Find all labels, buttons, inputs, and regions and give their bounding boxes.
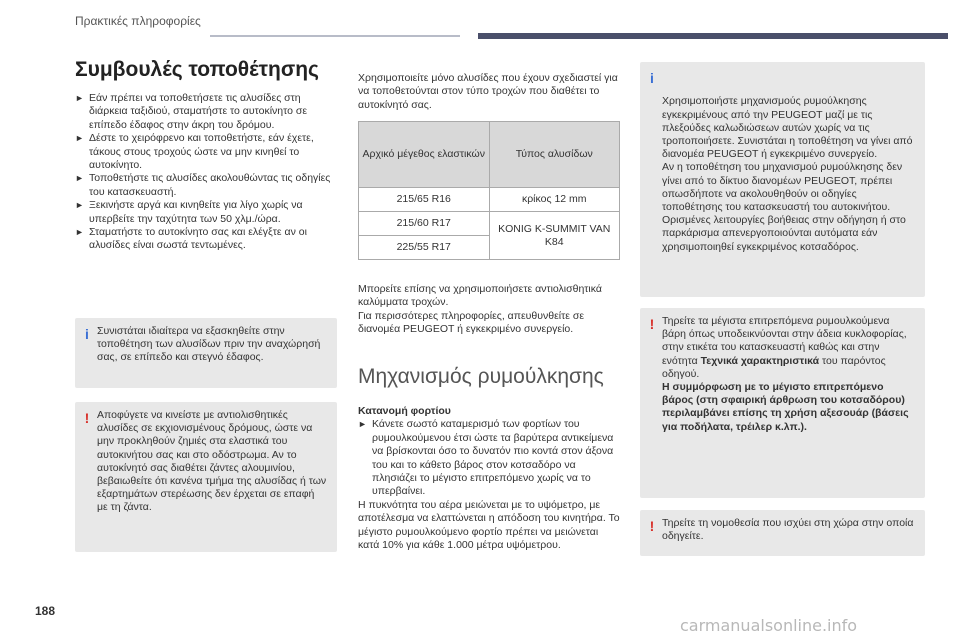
list-item-text: Δέστε το χειρόφρενο και τοποθετήστε, εάν έχετε, τάκους στους τροχούς ώστε να μην κινηθεί το αυτοκίνητο. bbox=[89, 132, 314, 172]
warning-icon: ! bbox=[84, 410, 90, 426]
table-cell-size: 225/55 R17 bbox=[359, 236, 490, 260]
table-header-tire-size: Αρχικό μέγεθος ελαστικών bbox=[359, 122, 490, 188]
watermark: carmanualsonline.info bbox=[680, 616, 858, 635]
warning-bold-b: Η συμμόρφωση με το μέγιστο επιτρεπόμενο βάρος (στη σφαιρική άρθρωση του κοτσαδόρου) περιλαμβάνει επίσης τη χρήση αξεσουάρ (βάσεις για ποδήλατα, τρέιλερ κ.λπ.). bbox=[662, 381, 909, 433]
tire-chain-table bbox=[358, 121, 620, 260]
warning-icon: ! bbox=[649, 518, 655, 534]
warning-text-b: του παρόντος οδηγού. bbox=[662, 354, 886, 380]
table-header-chain-type: Τύπος αλυσίδων bbox=[489, 122, 620, 188]
warning-bold-a: Τεχνικά χαρακτηριστικά bbox=[700, 354, 820, 367]
list-item bbox=[75, 132, 337, 172]
info-icon: i bbox=[650, 70, 654, 86]
list-item bbox=[75, 92, 337, 132]
table-cell-chain: KONIG K-SUMMIT VAN K84 bbox=[489, 212, 620, 260]
bullet-marker-icon: ► bbox=[75, 93, 84, 103]
table-header-row bbox=[359, 122, 620, 188]
bullet-marker-icon: ► bbox=[75, 200, 84, 211]
list-item bbox=[358, 418, 620, 498]
info-box-text: Συνιστάται ιδιαίτερα να εξασκηθείτε στην τοποθέτηση των αλυσίδων πριν την αναχώρησή σας, σε επίπεδο και στεγνό έδαφος. bbox=[97, 325, 321, 364]
table-cell-chain: κρίκος 12 mm bbox=[489, 188, 620, 212]
header-divider-line bbox=[210, 35, 460, 37]
warning-box-legislation bbox=[640, 510, 925, 556]
info-box-practice bbox=[75, 318, 337, 388]
list-item-text: Εάν πρέπει να τοποθετήσετε τις αλυσίδες στη διάρκεια ταξιδιού, σταματήστε το αυτοκίνητο σε επίπεδο έδαφος στην άκρη του δρόμου. bbox=[89, 92, 308, 131]
warning-text-a: Τηρείτε τα μέγιστα επιτρεπόμενα ρυμουλκούμενα βάρη όπως υποδεικνύονται στην άδεια κυκλοφορίας, στην ετικέτα του κατασκευαστή καθώς και στην ενότητα bbox=[662, 315, 907, 367]
warning-box-text: Αποφύγετε να κινείστε με αντιολισθητικές αλυσίδες σε εκχιονισμένους δρόμους, ώστε να μην προκληθούν ζημιές στα ελαστικά του αυτοκινήτου σας και στο οδόστρωμα. Αν το αυτοκίνητό σας διαθέτει ζάντες αλουμινίου, βεβαιωθείτε ότι κανένα τμήμα της αλυσίδας ή των εξαρτημάτων στερέωσης δεν έρχεται σε επαφή με τη ζάντα. bbox=[97, 409, 327, 514]
table-cell-size: 215/65 R16 bbox=[359, 188, 490, 212]
list-item bbox=[75, 226, 337, 253]
warning-box-weights bbox=[640, 308, 925, 498]
info-box-text: Χρησιμοποιήστε μηχανισμούς ρυμούλκησης εγκεκριμένους από την PEUGEOT μαζί με τις πλεξούδες καλωδιώσεων αυτών χωρίς να τις τροποποιήσετε. Συνιστάται η τοποθέτηση να γίνει από διανομέα PEUGEOT ή εγκεκριμένο συνεργείο. Αν η τοποθέτηση του μηχανισμού ρυμούλκησης δεν γίνει από το δίκτυο διανομέων PEUGEOT, πρέπει οπωσδήποτε να ακολουθηθούν οι οδηγίες τοποθέτησης του κατασκευαστή του αυτοκινήτου. Ορισμένες λειτουργίες βοήθειας στην οδήγηση ή στο παρκάρισμα απενεργοποιούνται αυτόματα εάν χρησιμοποιηθεί εγκεκριμένος κοτσαδόρος. bbox=[662, 95, 913, 253]
list-item-text: Κάνετε σωστό καταμερισμό των φορτίων του ρυμουλκούμενου έτσι ώστε τα βαρύτερα αντικείμενα να βρίσκονται όσο το δυνατόν πιο κοντά στον άξονα του και το κάθετο βάρος στον κοτσαδόρο να πλησιάζει το μέγιστο επιτρεπόμενο χωρίς να το υπερβαίνει. bbox=[372, 418, 614, 498]
chains-intro-text: Χρησιμοποιείτε μόνο αλυσίδες που έχουν σχεδιαστεί για να τοποθετούνται στον τύπο τροχών που διαθέτει το αυτοκίνητό σας. bbox=[358, 72, 618, 111]
install-tips-list bbox=[75, 92, 337, 253]
header-accent-bar bbox=[478, 33, 948, 39]
table-cell-size: 215/60 R17 bbox=[359, 212, 490, 236]
page-number: 188 bbox=[35, 604, 56, 618]
warning-box-text bbox=[662, 315, 915, 434]
bullet-marker-icon: ► bbox=[75, 227, 84, 238]
table-row bbox=[359, 212, 620, 236]
covers-info-text: Μπορείτε επίσης να χρησιμοποιήσετε αντιολισθητικά καλύμματα τροχών. Για περισσότερες πληροφορίες, απευθυνθείτε σε διανομέα PEUGEOT ή εγκεκριμένο συνεργείο. bbox=[358, 283, 602, 336]
warning-box-text: Τηρείτε τη νομοθεσία που ισχύει στη χώρα στην οποία οδηγείτε. bbox=[662, 517, 914, 543]
list-item bbox=[75, 172, 337, 199]
list-item bbox=[75, 199, 337, 226]
info-box-towbar bbox=[640, 62, 925, 297]
load-distribution-heading: Κατανομή φορτίου bbox=[358, 405, 451, 417]
load-distribution-block bbox=[358, 405, 620, 552]
load-altitude-text: Η πυκνότητα του αέρα μειώνεται με το υψόμετρο, με αποτέλεσμα να ελαττώνεται η απόδοση του κινητήρα. Το μέγιστο ρυμουλκούμενο φορτίο πρέπει να μειώνεται κατά 10% για κάθε 1.000 μέτρα υψόμετρου. bbox=[358, 498, 620, 552]
bullet-marker-icon: ► bbox=[358, 419, 367, 430]
warning-icon: ! bbox=[649, 316, 655, 332]
table-row bbox=[359, 188, 620, 212]
list-item-text: Τοποθετήστε τις αλυσίδες ακολουθώντας τις οδηγίες του κατασκευαστή. bbox=[89, 172, 331, 198]
list-item-text: Ξεκινήστε αργά και κινηθείτε για λίγο χωρίς να υπερβείτε την ταχύτητα των 50 χλμ./ώρα. bbox=[89, 199, 303, 225]
warning-box-snow bbox=[75, 402, 337, 552]
list-item-text: Σταματήστε το αυτοκίνητο σας και ελέγξτε αν οι αλυσίδες είναι σωστά τεντωμένες. bbox=[89, 226, 307, 252]
info-icon: i bbox=[85, 326, 89, 342]
section-title-towing: Μηχανισμός ρυμούλκησης bbox=[358, 365, 604, 388]
bullet-marker-icon: ► bbox=[75, 173, 84, 184]
main-title: Συμβουλές τοποθέτησης bbox=[75, 58, 319, 81]
header-title: Πρακτικές πληροφορίες bbox=[75, 14, 201, 28]
bullet-marker-icon: ► bbox=[75, 133, 84, 144]
